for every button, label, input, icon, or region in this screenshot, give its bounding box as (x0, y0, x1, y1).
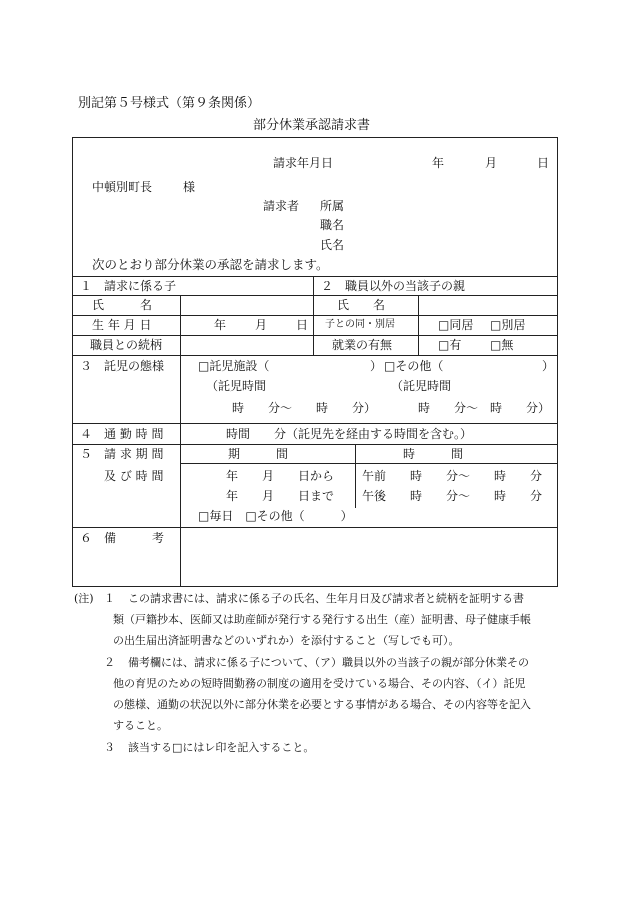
time-am-row: 午前 時 分～ 時 分 (362, 469, 543, 483)
addressee: 中頓別町長 (92, 180, 153, 194)
period-to-row: 年 月 日まで (226, 489, 335, 503)
commute-time-text: 時間 分（託児先を経由する時間を含む。） (226, 427, 473, 441)
frequency-checkboxes[interactable]: □毎日 □その他（ ） (198, 509, 353, 523)
employment-checkbox-no[interactable]: □無 (490, 338, 514, 352)
cohabit-label: 子との同・別居 (325, 319, 395, 330)
care-time-label-other: （託児時間 (391, 379, 452, 393)
relation-label: 職員との続柄 (90, 338, 163, 352)
request-date-label: 請求年月日 (273, 156, 334, 170)
note1-line1: この請求書には、請求に係る子の氏名、生年月日及び請求者と続柄を証明する書 (128, 592, 524, 605)
request-day-label: 日 (537, 156, 550, 170)
notes-prefix: (注) (74, 592, 94, 605)
section6-heading: ６ 備 考 (80, 531, 165, 545)
dob-label: 生 年 月 日 (92, 318, 152, 332)
note3-number: ３ (104, 741, 115, 754)
time-column-label: 時 間 (403, 447, 464, 461)
employment-checkbox-yes[interactable]: □有 (438, 338, 462, 352)
requester-label: 請求者 (263, 199, 300, 213)
care-time-range-facility: 時 分～ 時 分） (232, 401, 377, 415)
note2-line2: 他の育児のための短時間勤務の制度の適用を受けている場合、その内容、（イ）託児 (113, 677, 526, 690)
request-month-label: 月 (485, 156, 498, 170)
note2-line3: の態様、通勤の状況以外に部分休業を必要とする事情がある場合、その内容等を記入 (113, 698, 531, 711)
childcare-other-checkbox[interactable]: □その他（ (384, 359, 444, 373)
childcare-facility-close: ） (370, 359, 383, 373)
intro-text: 次のとおり部分休業の承認を請求します。 (92, 257, 329, 272)
section3-heading: ３ 託児の態様 (80, 359, 165, 373)
remarks-field[interactable] (184, 532, 552, 582)
form-title: 部分休業承認請求書 (253, 118, 371, 133)
cohabit-checkbox-together[interactable]: □同居 (438, 318, 474, 332)
parent-name-label: 氏 名 (337, 298, 386, 312)
section1-heading: １ 請求に係る子 (80, 279, 177, 293)
childcare-facility-checkbox[interactable]: □託児施設（ (198, 359, 270, 373)
requester-name-label: 氏名 (320, 238, 345, 252)
dob-month-label: 月 (255, 318, 268, 332)
note2-number: ２ (104, 656, 115, 669)
form-number: 別記第５号様式（第９条関係） (78, 96, 261, 111)
care-time-label-facility: （託児時間 (206, 379, 267, 393)
care-time-range-other: 時 分～ 時 分） (418, 401, 551, 415)
section5-heading-sub: 及 び 時 間 (104, 469, 164, 483)
note1-line2: 類（戸籍抄本、医師又は助産師が発行する発行する出生（産）証明書、母子健康手帳 (113, 613, 531, 626)
period-from-row: 年 月 日から (226, 469, 335, 483)
period-column-label: 期 間 (228, 447, 289, 461)
section4-heading: ４ 通 勤 時 間 (80, 427, 164, 441)
note1-number: １ (104, 592, 115, 605)
affiliation-label: 所属 (320, 199, 345, 213)
section5-heading: ５ 請 求 期 間 (80, 447, 164, 461)
section2-heading: ２ 職員以外の当該子の親 (321, 279, 466, 293)
cohabit-checkbox-separate[interactable]: □別居 (490, 318, 526, 332)
position-label: 職名 (320, 218, 345, 232)
dob-year-label: 年 (214, 318, 227, 332)
note2-line1: 備考欄には、請求に係る子について、（ア）職員以外の当該子の親が部分休業その (128, 656, 530, 669)
note1-line3: の出生届出済証明書などのいずれか）を添付すること（写しでも可）。 (113, 634, 460, 647)
childcare-other-close: ） (542, 359, 555, 373)
time-pm-row: 午後 時 分～ 時 分 (362, 489, 543, 503)
request-year-label: 年 (432, 156, 445, 170)
child-name-label: 氏 名 (92, 298, 153, 312)
note3-line1: 該当する□にはレ印を記入すること。 (128, 741, 315, 754)
note2-line4: すること。 (113, 719, 168, 732)
employment-label: 就業の有無 (332, 338, 393, 352)
honorific: 様 (183, 180, 196, 194)
dob-day-label: 日 (296, 318, 309, 332)
